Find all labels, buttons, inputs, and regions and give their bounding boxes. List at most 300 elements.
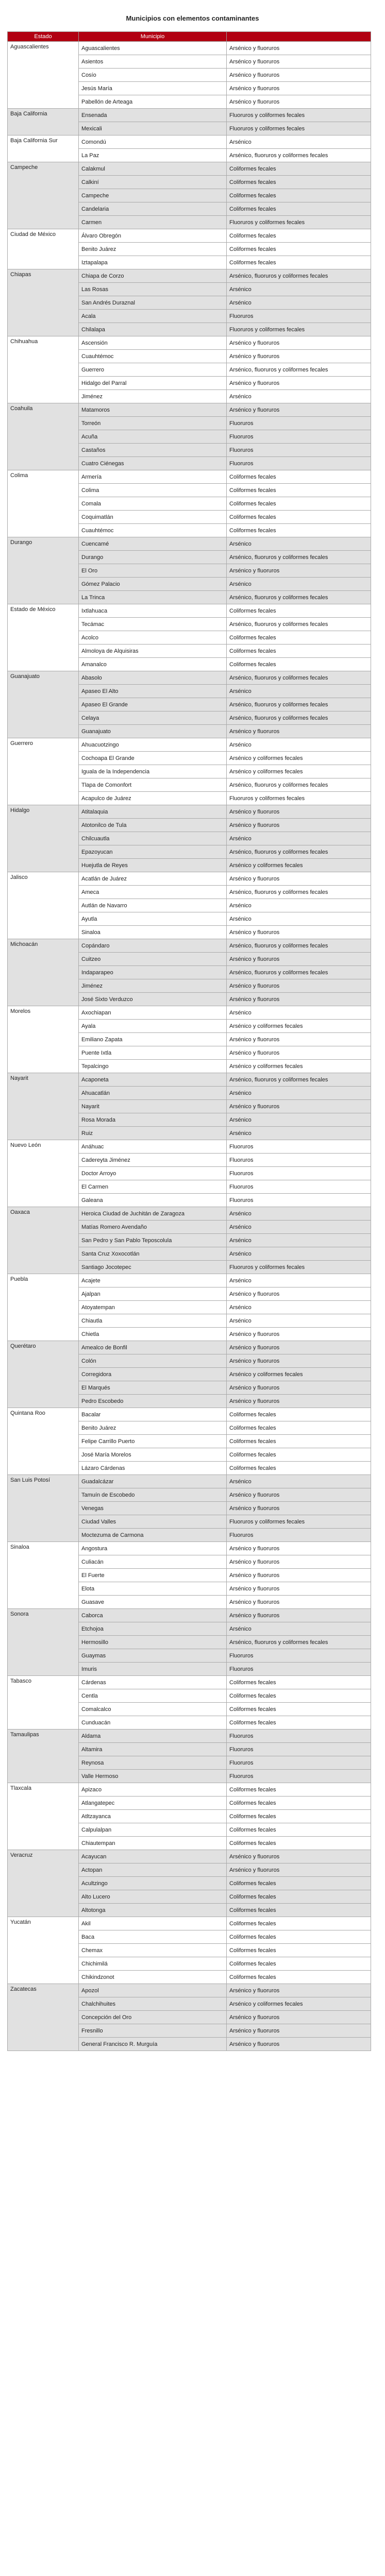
contaminante-cell: Coliformes fecales: [227, 1783, 371, 1797]
contaminante-cell: Fluoruros: [227, 430, 371, 444]
municipio-cell: Copándaro: [79, 939, 227, 953]
contaminante-cell: Coliformes fecales: [227, 497, 371, 511]
contaminante-cell: Arsénico y coliformes fecales: [227, 1997, 371, 2011]
municipio-cell: Castaños: [79, 444, 227, 457]
municipio-cell: Chietla: [79, 1328, 227, 1341]
contaminante-cell: Arsénico y fluoruros: [227, 377, 371, 390]
contaminante-cell: Arsénico, fluoruros y coliformes fecales: [227, 966, 371, 979]
contaminante-cell: Fluoruros: [227, 1194, 371, 1207]
table-row: [8, 1730, 371, 1743]
municipio-cell: Apaseo El Alto: [79, 685, 227, 698]
municipio-cell: Tepalcingo: [79, 1060, 227, 1073]
municipio-cell: Centla: [79, 1689, 227, 1703]
contaminante-cell: Arsénico: [227, 390, 371, 403]
contaminante-cell: Arsénico y fluoruros: [227, 336, 371, 350]
municipio-cell: Chikindzonot: [79, 1971, 227, 1984]
table-row: [8, 162, 371, 176]
municipio-cell: Ayala: [79, 1020, 227, 1033]
contaminante-cell: Arsénico y fluoruros: [227, 1287, 371, 1301]
contaminante-cell: Arsénico: [227, 1087, 371, 1100]
contaminante-cell: Arsénico y fluoruros: [227, 1395, 371, 1408]
contaminante-cell: Arsénico: [227, 1113, 371, 1127]
contaminante-cell: Arsénico y fluoruros: [227, 2024, 371, 2038]
contaminante-cell: Arsénico y fluoruros: [227, 1984, 371, 1997]
state-cell: Sonora: [8, 1609, 79, 1676]
contaminante-cell: Arsénico y fluoruros: [227, 953, 371, 966]
state-cell: Baja California Sur: [8, 135, 79, 162]
table-row: [8, 1984, 371, 1997]
municipio-cell: Heroica Ciudad de Juchitán de Zaragoza: [79, 1207, 227, 1221]
municipio-cell: Ajalpan: [79, 1287, 227, 1301]
state-cell: Tlaxcala: [8, 1783, 79, 1850]
contaminante-cell: Arsénico, fluoruros y coliformes fecales: [227, 845, 371, 859]
contaminante-cell: Arsénico y fluoruros: [227, 1863, 371, 1877]
municipio-cell: Corregidora: [79, 1368, 227, 1381]
municipio-cell: Cuauhtémoc: [79, 350, 227, 363]
contaminante-cell: Arsénico, fluoruros y coliformes fecales: [227, 551, 371, 564]
contaminante-cell: Arsénico: [227, 685, 371, 698]
municipios-table: [7, 31, 371, 2051]
contaminante-cell: Coliformes fecales: [227, 1689, 371, 1703]
contaminante-cell: Coliformes fecales: [227, 1823, 371, 1837]
municipio-cell: Ayutla: [79, 912, 227, 926]
municipio-cell: La Trinca: [79, 591, 227, 604]
contaminante-cell: Arsénico y coliformes fecales: [227, 1368, 371, 1381]
municipio-cell: Etchojoa: [79, 1622, 227, 1636]
municipio-cell: Altamira: [79, 1743, 227, 1756]
contaminante-cell: Fluoruros: [227, 1663, 371, 1676]
contaminante-cell: Coliformes fecales: [227, 631, 371, 645]
municipio-cell: Apizaco: [79, 1783, 227, 1797]
contaminante-cell: Arsénico: [227, 1006, 371, 1020]
state-cell: Chihuahua: [8, 336, 79, 403]
contaminante-cell: Arsénico y fluoruros: [227, 1354, 371, 1368]
municipio-cell: Calkiní: [79, 176, 227, 189]
contaminante-cell: Arsénico y fluoruros: [227, 2011, 371, 2024]
municipio-cell: Anáhuac: [79, 1140, 227, 1154]
municipio-cell: Almoloya de Alquisiras: [79, 645, 227, 658]
municipio-cell: Huejutla de Reyes: [79, 859, 227, 872]
municipio-cell: Atoyatempan: [79, 1301, 227, 1314]
municipio-cell: Alto Lucero: [79, 1890, 227, 1904]
contaminante-cell: Coliformes fecales: [227, 658, 371, 671]
contaminante-cell: Coliformes fecales: [227, 189, 371, 202]
municipio-cell: Fresnillo: [79, 2024, 227, 2038]
municipio-cell: Galeana: [79, 1194, 227, 1207]
contaminante-cell: Coliformes fecales: [227, 243, 371, 256]
table-row: [8, 1676, 371, 1689]
municipio-cell: Hidalgo del Parral: [79, 377, 227, 390]
municipio-cell: Acatlán de Juárez: [79, 872, 227, 886]
municipio-cell: Ensenada: [79, 109, 227, 122]
municipio-cell: Comondú: [79, 135, 227, 149]
municipio-cell: José María Morelos: [79, 1448, 227, 1462]
municipio-cell: General Francisco R. Murguía: [79, 2038, 227, 2051]
state-cell: Ciudad de México: [8, 229, 79, 269]
table-row: [8, 1207, 371, 1221]
table-row: [8, 671, 371, 685]
municipio-cell: Indaparapeo: [79, 966, 227, 979]
contaminante-cell: Arsénico, fluoruros y coliformes fecales: [227, 618, 371, 631]
municipio-cell: Atlangatepec: [79, 1797, 227, 1810]
contaminante-cell: Fluoruros: [227, 1756, 371, 1770]
table-row: [8, 1073, 371, 1087]
table-row: [8, 1274, 371, 1287]
table-row: [8, 537, 371, 551]
contaminante-cell: Arsénico: [227, 578, 371, 591]
table-row: [8, 1475, 371, 1488]
municipio-cell: Calakmul: [79, 162, 227, 176]
contaminante-cell: Arsénico y fluoruros: [227, 1328, 371, 1341]
municipio-cell: Altotonga: [79, 1904, 227, 1917]
contaminante-cell: Arsénico: [227, 1301, 371, 1314]
contaminante-cell: Arsénico: [227, 1234, 371, 1247]
contaminante-cell: Coliformes fecales: [227, 256, 371, 269]
table-row: [8, 269, 371, 283]
state-cell: Michoacán: [8, 939, 79, 1006]
contaminante-cell: Arsénico y fluoruros: [227, 1046, 371, 1060]
municipio-cell: Chiautempan: [79, 1837, 227, 1850]
contaminante-cell: Arsénico, fluoruros y coliformes fecales: [227, 939, 371, 953]
contaminante-cell: Arsénico y fluoruros: [227, 1100, 371, 1113]
municipio-cell: Reynosa: [79, 1756, 227, 1770]
contaminante-cell: Arsénico: [227, 135, 371, 149]
municipio-cell: Aldama: [79, 1730, 227, 1743]
municipio-cell: San Pedro y San Pablo Teposcolula: [79, 1234, 227, 1247]
municipio-cell: Amanalco: [79, 658, 227, 671]
header-municipio: Municipio: [79, 32, 227, 42]
state-cell: Jalisco: [8, 872, 79, 939]
contaminante-cell: Arsénico, fluoruros y coliformes fecales: [227, 591, 371, 604]
contaminante-cell: Arsénico y fluoruros: [227, 69, 371, 82]
table-row: [8, 135, 371, 149]
contaminante-cell: Arsénico y fluoruros: [227, 805, 371, 819]
contaminante-cell: Arsénico, fluoruros y coliformes fecales: [227, 886, 371, 899]
contaminante-cell: Fluoruros: [227, 1180, 371, 1194]
state-cell: Morelos: [8, 1006, 79, 1073]
contaminante-cell: Fluoruros: [227, 1529, 371, 1542]
table-row: [8, 109, 371, 122]
contaminante-cell: Arsénico y fluoruros: [227, 1582, 371, 1596]
table-row: [8, 805, 371, 819]
municipio-cell: Atitalaquia: [79, 805, 227, 819]
contaminante-cell: Coliformes fecales: [227, 1676, 371, 1689]
contaminante-cell: Arsénico y fluoruros: [227, 1542, 371, 1555]
contaminante-cell: Fluoruros y coliformes fecales: [227, 1261, 371, 1274]
municipio-cell: Chiapa de Corzo: [79, 269, 227, 283]
state-cell: Baja California: [8, 109, 79, 135]
municipio-cell: Acaponeta: [79, 1073, 227, 1087]
municipio-cell: Acayucan: [79, 1850, 227, 1863]
state-cell: Nayarit: [8, 1073, 79, 1140]
municipio-cell: Las Rosas: [79, 283, 227, 296]
table-row: [8, 738, 371, 752]
contaminante-cell: Coliformes fecales: [227, 1797, 371, 1810]
contaminante-cell: Arsénico y fluoruros: [227, 819, 371, 832]
contaminante-cell: Arsénico: [227, 1221, 371, 1234]
municipio-cell: Chilalapa: [79, 323, 227, 336]
municipio-cell: Axochiapan: [79, 1006, 227, 1020]
contaminante-cell: Fluoruros y coliformes fecales: [227, 323, 371, 336]
municipio-cell: Iguala de la Independencia: [79, 765, 227, 778]
municipio-cell: Ciudad Valles: [79, 1515, 227, 1529]
contaminante-cell: Fluoruros: [227, 1167, 371, 1180]
contaminante-cell: Coliformes fecales: [227, 1971, 371, 1984]
municipio-cell: El Marqués: [79, 1381, 227, 1395]
municipio-cell: Imuris: [79, 1663, 227, 1676]
municipio-cell: Hermosillo: [79, 1636, 227, 1649]
municipio-cell: Apozol: [79, 1984, 227, 1997]
contaminante-cell: Fluoruros y coliformes fecales: [227, 792, 371, 805]
municipio-cell: Ascensión: [79, 336, 227, 350]
municipio-cell: El Carmen: [79, 1180, 227, 1194]
contaminante-cell: Coliformes fecales: [227, 1890, 371, 1904]
municipio-cell: La Paz: [79, 149, 227, 162]
contaminante-cell: Fluoruros: [227, 310, 371, 323]
contaminante-cell: Arsénico: [227, 1622, 371, 1636]
municipio-cell: Venegas: [79, 1502, 227, 1515]
contaminante-cell: Coliformes fecales: [227, 1716, 371, 1730]
contaminante-cell: Arsénico, fluoruros y coliformes fecales: [227, 671, 371, 685]
state-cell: Nuevo León: [8, 1140, 79, 1207]
municipio-cell: Comala: [79, 497, 227, 511]
municipio-cell: Puente Ixtla: [79, 1046, 227, 1060]
contaminante-cell: Arsénico, fluoruros y coliformes fecales: [227, 1073, 371, 1087]
municipio-cell: Ahuacuotzingo: [79, 738, 227, 752]
contaminante-cell: Fluoruros y coliformes fecales: [227, 1515, 371, 1529]
municipio-cell: Amealco de Bonfil: [79, 1341, 227, 1354]
contaminante-cell: Coliformes fecales: [227, 470, 371, 484]
municipio-cell: Cadereyta Jiménez: [79, 1154, 227, 1167]
contaminante-cell: Arsénico: [227, 296, 371, 310]
table-row: [8, 872, 371, 886]
contaminante-cell: Coliformes fecales: [227, 1930, 371, 1944]
table-row: [8, 1408, 371, 1421]
municipio-cell: Actopan: [79, 1863, 227, 1877]
state-cell: Zacatecas: [8, 1984, 79, 2051]
contaminante-cell: Fluoruros y coliformes fecales: [227, 216, 371, 229]
municipio-cell: Comalcalco: [79, 1703, 227, 1716]
contaminante-cell: Coliformes fecales: [227, 1421, 371, 1435]
state-cell: Querétaro: [8, 1341, 79, 1408]
state-cell: Yucatán: [8, 1917, 79, 1984]
municipio-cell: Lázaro Cárdenas: [79, 1462, 227, 1475]
municipio-cell: Valle Hermoso: [79, 1770, 227, 1783]
table-row: [8, 604, 371, 618]
contaminante-cell: Arsénico y fluoruros: [227, 1502, 371, 1515]
contaminante-cell: Coliformes fecales: [227, 1917, 371, 1930]
contaminante-cell: Arsénico, fluoruros y coliformes fecales: [227, 711, 371, 725]
municipio-cell: El Fuerte: [79, 1569, 227, 1582]
contaminante-cell: Arsénico y fluoruros: [227, 1850, 371, 1863]
contaminante-cell: Fluoruros: [227, 1649, 371, 1663]
contaminante-cell: Coliformes fecales: [227, 604, 371, 618]
municipio-cell: Chilcuautla: [79, 832, 227, 845]
municipio-cell: Campeche: [79, 189, 227, 202]
contaminante-cell: Arsénico: [227, 1207, 371, 1221]
municipio-cell: Colón: [79, 1354, 227, 1368]
municipio-cell: Acala: [79, 310, 227, 323]
municipio-cell: Pabellón de Arteaga: [79, 95, 227, 109]
contaminante-cell: Arsénico y fluoruros: [227, 350, 371, 363]
contaminante-cell: Coliformes fecales: [227, 1703, 371, 1716]
contaminante-cell: Arsénico y fluoruros: [227, 993, 371, 1006]
contaminante-cell: Arsénico: [227, 283, 371, 296]
municipio-cell: Cunduacán: [79, 1716, 227, 1730]
contaminante-cell: Arsénico y coliformes fecales: [227, 1020, 371, 1033]
state-cell: Hidalgo: [8, 805, 79, 872]
municipio-cell: Calpulalpan: [79, 1823, 227, 1837]
table-row: [8, 1783, 371, 1797]
municipio-cell: Ahuacatlán: [79, 1087, 227, 1100]
contaminante-cell: Arsénico y fluoruros: [227, 725, 371, 738]
municipio-cell: Acolco: [79, 631, 227, 645]
municipio-cell: Chemax: [79, 1944, 227, 1957]
contaminante-cell: Arsénico: [227, 738, 371, 752]
municipio-cell: Moctezuma de Carmona: [79, 1529, 227, 1542]
municipio-cell: Chiautla: [79, 1314, 227, 1328]
state-cell: Tamaulipas: [8, 1730, 79, 1783]
municipio-cell: Coquimatlán: [79, 511, 227, 524]
municipio-cell: Jiménez: [79, 979, 227, 993]
municipio-cell: San Andrés Duraznal: [79, 296, 227, 310]
table-row: [8, 1140, 371, 1154]
contaminante-cell: Arsénico y fluoruros: [227, 42, 371, 55]
municipio-cell: Mexicali: [79, 122, 227, 135]
state-cell: Chiapas: [8, 269, 79, 336]
contaminante-cell: Arsénico y fluoruros: [227, 1569, 371, 1582]
contaminante-cell: Coliformes fecales: [227, 511, 371, 524]
municipio-cell: Nayarit: [79, 1100, 227, 1113]
contaminante-cell: Coliformes fecales: [227, 1435, 371, 1448]
municipio-cell: Concepción del Oro: [79, 2011, 227, 2024]
contaminante-cell: Fluoruros: [227, 1770, 371, 1783]
contaminante-cell: Arsénico, fluoruros y coliformes fecales: [227, 778, 371, 792]
municipio-cell: Autlán de Navarro: [79, 899, 227, 912]
contaminante-cell: Fluoruros: [227, 457, 371, 470]
contaminante-cell: Arsénico y coliformes fecales: [227, 765, 371, 778]
municipio-cell: Atltzayanca: [79, 1810, 227, 1823]
state-cell: Estado de México: [8, 604, 79, 671]
contaminante-cell: Arsénico y fluoruros: [227, 82, 371, 95]
contaminante-cell: Arsénico: [227, 832, 371, 845]
municipio-cell: Emiliano Zapata: [79, 1033, 227, 1046]
municipio-cell: Cosío: [79, 69, 227, 82]
municipio-cell: Guaymas: [79, 1649, 227, 1663]
contaminante-cell: Coliformes fecales: [227, 1448, 371, 1462]
municipio-cell: Ruiz: [79, 1127, 227, 1140]
contaminante-cell: Arsénico y fluoruros: [227, 926, 371, 939]
contaminante-cell: Coliformes fecales: [227, 1944, 371, 1957]
state-cell: Aguascalientes: [8, 42, 79, 109]
contaminante-cell: Fluoruros y coliformes fecales: [227, 122, 371, 135]
contaminante-cell: Coliformes fecales: [227, 1837, 371, 1850]
contaminante-cell: Fluoruros: [227, 1154, 371, 1167]
municipio-cell: Matías Romero Avendaño: [79, 1221, 227, 1234]
contaminante-cell: Arsénico y fluoruros: [227, 1609, 371, 1622]
contaminante-cell: Arsénico: [227, 537, 371, 551]
contaminante-cell: Coliformes fecales: [227, 645, 371, 658]
contaminante-cell: Arsénico y fluoruros: [227, 55, 371, 69]
contaminante-cell: Fluoruros: [227, 444, 371, 457]
contaminante-cell: Fluoruros: [227, 417, 371, 430]
contaminante-cell: Coliformes fecales: [227, 162, 371, 176]
contaminante-cell: Coliformes fecales: [227, 524, 371, 537]
municipio-cell: Iztapalapa: [79, 256, 227, 269]
contaminante-cell: Coliformes fecales: [227, 1877, 371, 1890]
contaminante-cell: Coliformes fecales: [227, 176, 371, 189]
municipio-cell: Tamuín de Escobedo: [79, 1488, 227, 1502]
header-estado: Estado: [8, 32, 79, 42]
state-cell: San Luis Potosí: [8, 1475, 79, 1542]
municipio-cell: Tlapa de Comonfort: [79, 778, 227, 792]
municipio-cell: Matamoros: [79, 403, 227, 417]
municipio-cell: Asientos: [79, 55, 227, 69]
municipio-cell: Durango: [79, 551, 227, 564]
contaminante-cell: Arsénico: [227, 1475, 371, 1488]
municipio-cell: Chichimilá: [79, 1957, 227, 1971]
state-cell: Tabasco: [8, 1676, 79, 1730]
contaminante-cell: Coliformes fecales: [227, 1408, 371, 1421]
municipio-cell: José Sixto Verduzco: [79, 993, 227, 1006]
municipio-cell: Guerrero: [79, 363, 227, 377]
state-cell: Puebla: [8, 1274, 79, 1341]
contaminante-cell: Arsénico: [227, 1314, 371, 1328]
table-header-row: [8, 32, 371, 42]
state-cell: Durango: [8, 537, 79, 604]
table-row: [8, 939, 371, 953]
state-cell: Quintana Roo: [8, 1408, 79, 1475]
municipio-cell: Santa Cruz Xoxocotlán: [79, 1247, 227, 1261]
contaminante-cell: Arsénico y fluoruros: [227, 1341, 371, 1354]
table-row: [8, 1341, 371, 1354]
municipio-cell: Epazoyucan: [79, 845, 227, 859]
municipio-cell: Bacalar: [79, 1408, 227, 1421]
municipio-cell: Acajete: [79, 1274, 227, 1287]
municipio-cell: Atotonilco de Tula: [79, 819, 227, 832]
municipio-cell: Ameca: [79, 886, 227, 899]
contaminante-cell: Arsénico: [227, 1274, 371, 1287]
municipio-cell: Elota: [79, 1582, 227, 1596]
municipio-cell: Baca: [79, 1930, 227, 1944]
municipio-cell: Acultzingo: [79, 1877, 227, 1890]
contaminante-cell: Arsénico, fluoruros y coliformes fecales: [227, 269, 371, 283]
table-row: [8, 1542, 371, 1555]
municipio-cell: Acapulco de Juárez: [79, 792, 227, 805]
contaminante-cell: Arsénico: [227, 912, 371, 926]
contaminante-cell: Coliformes fecales: [227, 1462, 371, 1475]
table-row: [8, 1917, 371, 1930]
contaminante-cell: Arsénico y fluoruros: [227, 1596, 371, 1609]
contaminante-cell: Coliformes fecales: [227, 202, 371, 216]
contaminante-cell: Fluoruros: [227, 1730, 371, 1743]
municipio-cell: Aguascalientes: [79, 42, 227, 55]
contaminante-cell: Arsénico y fluoruros: [227, 1488, 371, 1502]
contaminante-cell: Arsénico y fluoruros: [227, 2038, 371, 2051]
municipio-cell: Benito Juárez: [79, 1421, 227, 1435]
contaminante-cell: Arsénico y coliformes fecales: [227, 1060, 371, 1073]
table-body: [8, 42, 371, 2051]
contaminante-cell: Arsénico y fluoruros: [227, 95, 371, 109]
municipio-cell: Celaya: [79, 711, 227, 725]
contaminante-cell: Coliformes fecales: [227, 1810, 371, 1823]
table-row: [8, 42, 371, 55]
municipio-cell: Cárdenas: [79, 1676, 227, 1689]
contaminante-cell: Arsénico y fluoruros: [227, 1033, 371, 1046]
table-row: [8, 1609, 371, 1622]
contaminante-cell: Arsénico y coliformes fecales: [227, 859, 371, 872]
municipio-cell: Angostura: [79, 1542, 227, 1555]
